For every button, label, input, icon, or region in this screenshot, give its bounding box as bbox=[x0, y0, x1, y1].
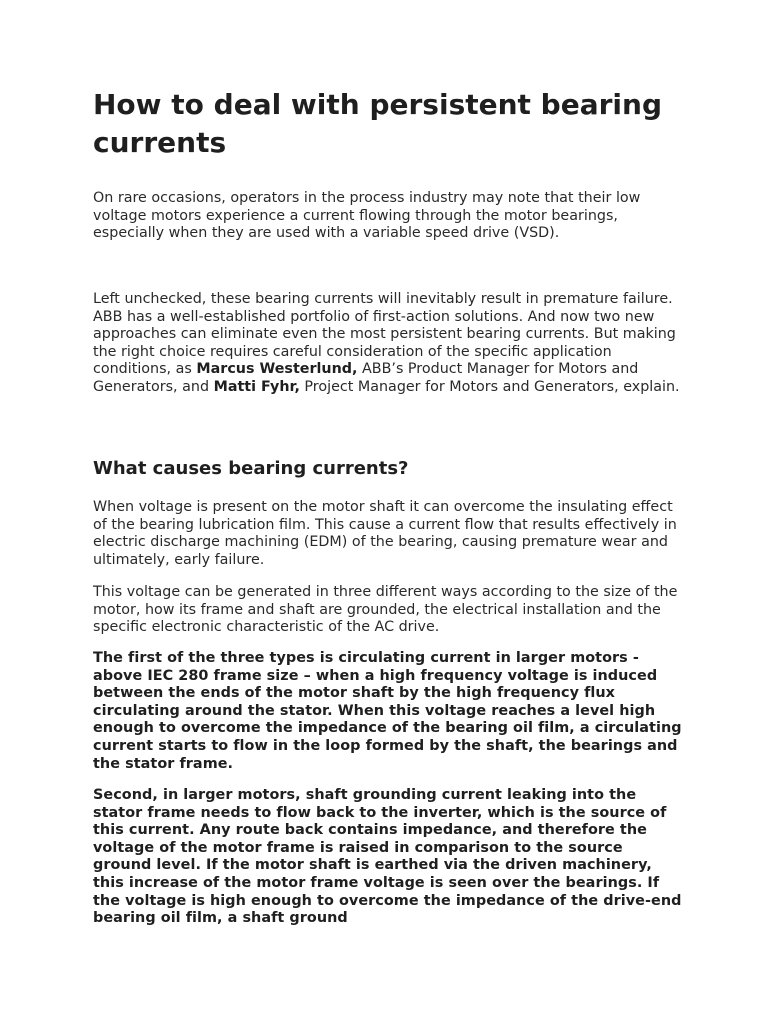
second-paragraph bbox=[93, 291, 683, 396]
paragraph-text-run: Left unchecked, these bearing currents will inevitably result in premature failure. ABB has a well-established portfolio of first-action solutions. And now two new approaches can eliminate even the most persistent bearing currents. But making the right choice requires careful consideration of the specific application conditions, as bbox=[93, 291, 676, 377]
section-paragraph-4: Second, in larger motors, shaft grounding current leaking into the stator frame needs to flow back to the inverter, which is the source of this current. Any route back contains impedance, and therefore the voltage of the motor frame is raised in comparison to the source ground level. If the motor shaft is earthed via the driven machinery, this increase of the motor frame voltage is seen over the bearings. If the voltage is high enough to overcome the impedance of the drive-end bearing oil film, a shaft ground bbox=[93, 787, 682, 927]
section-heading: What causes bearing currents? bbox=[93, 458, 409, 479]
intro-paragraph: On rare occasions, operators in the process industry may note that their low voltage motors experience a current flowing through the motor bearings, especially when they are used with a variable speed drive (VSD). bbox=[93, 190, 641, 241]
person-name: Matti Fyhr, bbox=[213, 378, 300, 395]
paragraph-text-run: ABB’s Product Manager for Motors and Generators, and bbox=[93, 361, 639, 395]
article-title: How to deal with persistent bearing currents bbox=[93, 88, 662, 159]
paragraph-text-run: Project Manager for Motors and Generators, explain. bbox=[299, 378, 680, 395]
section-paragraph-1: When voltage is present on the motor shaft it can overcome the insulating effect of the bearing lubrication film. This cause a current flow that results effectively in electric discharge machining (EDM) of the bearing, causing premature wear and ultimately, early failure. bbox=[93, 499, 677, 568]
section-paragraph-2: This voltage can be generated in three different ways according to the size of the motor, how its frame and shaft are grounded, the electrical installation and the specific electronic characteristic of the AC drive. bbox=[93, 584, 678, 635]
section-paragraph-3: The first of the three types is circulating current in larger motors - above IEC 280 frame size – when a high frequency voltage is induced between the ends of the motor shaft by the high frequency flux circulating around the stator. When this voltage reaches a level high enough to overcome the impedance of the bearing oil film, a circulating current starts to flow in the loop formed by the shaft, the bearings and the stator frame. bbox=[93, 650, 682, 772]
person-name: Marcus Westerlund, bbox=[196, 361, 358, 377]
